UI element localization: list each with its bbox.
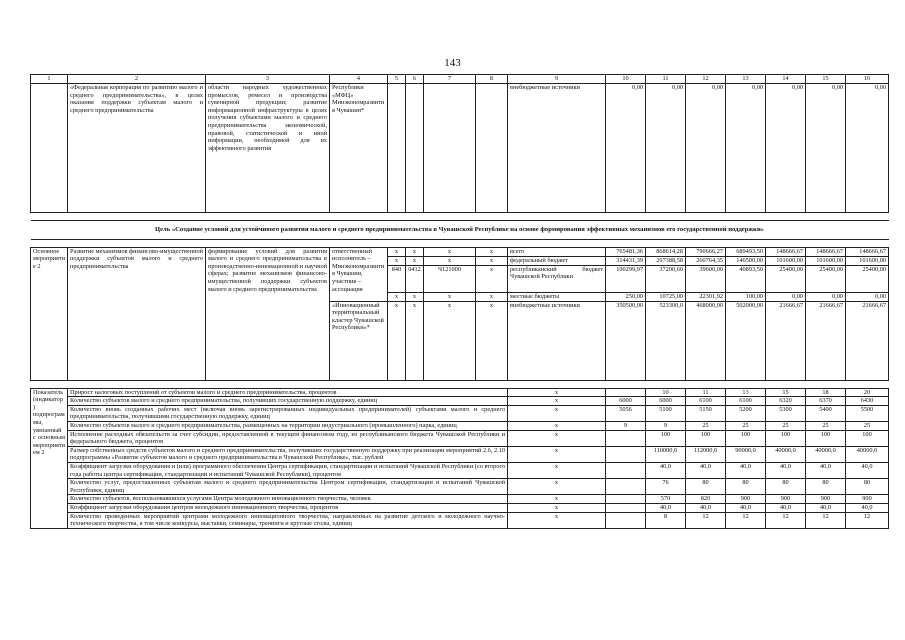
indicator-name: Количество вновь созданных рабочих мест (включая вновь зарегистрированных индивидуальных предпринимателей) субъектами малого и среднего предпринимательства, получившими государственную поддержку, единиц <box>68 405 508 421</box>
value-cell: 25 <box>846 421 889 430</box>
value-cell: 790666,27 <box>686 247 726 256</box>
indicator-row <box>31 446 889 462</box>
indicator-row <box>31 397 889 406</box>
indicator-row <box>31 421 889 430</box>
code-cell: x <box>508 462 606 478</box>
value-cell: 5200 <box>726 405 766 421</box>
value-cell: 820 <box>686 495 726 504</box>
value-cell: 6100 <box>726 397 766 406</box>
code-cell: 840 <box>388 265 406 292</box>
code-cell: x <box>508 495 606 504</box>
column-number: 11 <box>646 75 686 84</box>
value-cell: 40,0 <box>806 503 846 512</box>
funding-source: всего <box>508 247 606 256</box>
column-number: 14 <box>766 75 806 84</box>
column-number: 8 <box>476 75 508 84</box>
indicator-name: Количество субъектов, воспользовавшихся услугами Центра молодежного инновационного творчества, человек <box>68 495 508 504</box>
value-cell: 13 <box>726 388 766 397</box>
cell <box>388 84 406 213</box>
header-row <box>31 75 889 84</box>
value-cell: 40,0 <box>846 503 889 512</box>
cell <box>31 239 889 247</box>
goal-row <box>31 221 889 240</box>
value-cell: 21666,67 <box>806 301 846 380</box>
value-cell: 148666,67 <box>766 247 806 256</box>
value-cell: 40,0 <box>726 462 766 478</box>
value-cell: 5100 <box>646 405 686 421</box>
column-number: 13 <box>726 75 766 84</box>
indicator-row <box>31 462 889 478</box>
value-cell: 765481,36 <box>606 247 646 256</box>
value-cell: 0,00 <box>766 84 806 213</box>
goal-title: Цель «Создание условий для устойчивого развития малого и среднего предпринимательства в Чувашской Республике на основе формирования эффективных механизмов его государственной поддержки» <box>31 221 889 240</box>
value-cell: 297388,58 <box>646 256 686 265</box>
value-cell: 148666,67 <box>846 247 889 256</box>
cell <box>31 213 889 221</box>
value-cell: 20 <box>846 388 889 397</box>
value-cell: 0,00 <box>846 292 889 301</box>
column-number: 4 <box>330 75 388 84</box>
value-cell: 5056 <box>606 405 646 421</box>
code-cell: x <box>508 397 606 406</box>
responsible: Республики «МФЦ» Минэкономразвития Чувашии* <box>330 84 388 213</box>
value-cell: 900 <box>806 495 846 504</box>
value-cell: 10 <box>646 388 686 397</box>
column-number: 12 <box>686 75 726 84</box>
participant: «Инновационный территориальный кластер Чувашской Республики»* <box>330 301 388 380</box>
value-cell: 40,0 <box>846 462 889 478</box>
value-cell: 100 <box>686 430 726 446</box>
value-cell: 21666,67 <box>766 301 806 380</box>
responsible: ответственный исполнитель – Минэкономразвития Чувашии, участник – ассоциация <box>330 247 388 301</box>
indicator-name: Количество проведенных мероприятий центрами молодежного инновационного творчества, направленных на развитие детского и молодежного научно-технического творчества, в том числе конкурсы, выставки, семинары, тренинги и круглые столы, единиц <box>68 512 508 528</box>
cell <box>476 84 508 213</box>
funding-source: внебюджетные источники <box>508 84 606 213</box>
indicator-row <box>31 512 889 528</box>
value-cell: 6430 <box>846 397 889 406</box>
value-cell: 0,00 <box>806 84 846 213</box>
value-cell: 868614,28 <box>646 247 686 256</box>
value-cell: 0,00 <box>846 84 889 213</box>
value-cell: 40,0 <box>646 503 686 512</box>
value-cell <box>606 495 646 504</box>
value-cell: 100299,97 <box>606 265 646 292</box>
indicator-row <box>31 388 889 397</box>
column-number: 10 <box>606 75 646 84</box>
code-cell: Ч121000 <box>424 265 476 292</box>
code-cell: x <box>508 503 606 512</box>
value-cell: 12 <box>846 512 889 528</box>
value-cell: 40000,0 <box>766 446 806 462</box>
value-cell: 25 <box>686 421 726 430</box>
cell <box>31 84 68 213</box>
value-cell: 80 <box>846 479 889 495</box>
value-cell: 110000,0 <box>646 446 686 462</box>
value-cell: 40,0 <box>686 503 726 512</box>
value-cell: 523300,0 <box>646 301 686 380</box>
value-cell: 80 <box>726 479 766 495</box>
code-cell: x <box>508 446 606 462</box>
value-cell: 40,0 <box>646 462 686 478</box>
value-cell <box>606 479 646 495</box>
indicator-name: Количество субъектов малого и среднего предпринимательства, размещенных на территории индустриального (промышленного) парка, единиц <box>68 421 508 430</box>
value-cell: 40,0 <box>686 462 726 478</box>
value-cell <box>606 462 646 478</box>
code-cell: x <box>424 292 476 301</box>
indicator-name: Коэффициент загрузки оборудования и (или) программного обеспечения Центра сертификации, стандартизации и испытаний Чувашской Республики (со второго года работы центра сертификации, стандартизации и испытаний Чувашской Республики), процентов <box>68 462 508 478</box>
value-cell: 6100 <box>686 397 726 406</box>
code-cell: x <box>476 301 508 380</box>
value-cell <box>606 388 646 397</box>
cell <box>31 380 889 388</box>
value-cell: 6320 <box>766 397 806 406</box>
value-cell: 101600,00 <box>846 256 889 265</box>
table-row <box>31 84 889 213</box>
indicator-row <box>31 495 889 504</box>
value-cell: 12 <box>686 512 726 528</box>
event-name: «Федеральная корпорация по развитию малого и среднего предпринимательства», в целях оказания поддержки субъектам малого и среднего предпринимательства <box>68 84 206 213</box>
value-cell: 250,00 <box>606 292 646 301</box>
program-table <box>30 74 889 529</box>
value-cell: 260764,35 <box>686 256 726 265</box>
value-cell: 502000,00 <box>726 301 766 380</box>
value-cell: 468000,00 <box>686 301 726 380</box>
cell <box>406 84 424 213</box>
value-cell: 100 <box>726 430 766 446</box>
value-cell: 40,0 <box>806 462 846 478</box>
value-cell: 350500,00 <box>606 301 646 380</box>
cell <box>424 84 476 213</box>
value-cell: 25400,00 <box>806 265 846 292</box>
indicator-group: Показатель (индикатор) подпрограммы, увязанный с основным мероприятием 2 <box>31 388 68 528</box>
code-cell: x <box>424 301 476 380</box>
event-number: Основное мероприятие 2 <box>31 247 68 380</box>
value-cell: 40,0 <box>726 503 766 512</box>
value-cell: 40000,0 <box>846 446 889 462</box>
indicator-row <box>31 430 889 446</box>
value-cell: 8 <box>646 512 686 528</box>
value-cell: 101600,00 <box>766 256 806 265</box>
code-cell: 0412 <box>406 265 424 292</box>
value-cell: 25 <box>806 421 846 430</box>
indicator-row <box>31 479 889 495</box>
value-cell: 112000,0 <box>686 446 726 462</box>
event-description: формирование условий для развития малого и среднего предпринимательства в производственно-инновационной и научной сферах; развитие механизмов финансово-имущественной поддержки субъектов малого и среднего предпринимательства <box>206 247 330 380</box>
code-cell: x <box>406 247 424 256</box>
value-cell: 12 <box>806 512 846 528</box>
code-cell: x <box>508 479 606 495</box>
value-cell: 6000 <box>646 397 686 406</box>
value-cell: 6000 <box>606 397 646 406</box>
value-cell: 40,0 <box>766 503 806 512</box>
value-cell: 0,00 <box>686 84 726 213</box>
value-cell: 90000,0 <box>726 446 766 462</box>
code-cell: x <box>508 430 606 446</box>
code-cell: x <box>508 388 606 397</box>
indicator-row <box>31 405 889 421</box>
value-cell: 40893,50 <box>726 265 766 292</box>
value-cell: 0,00 <box>806 292 846 301</box>
value-cell: 689493,50 <box>726 247 766 256</box>
page-number: 143 <box>444 57 461 69</box>
value-cell: 40000,0 <box>806 446 846 462</box>
column-number: 2 <box>68 75 206 84</box>
value-cell: 100,00 <box>726 292 766 301</box>
value-cell: 148666,67 <box>806 247 846 256</box>
value-cell: 570 <box>646 495 686 504</box>
value-cell: 25 <box>766 421 806 430</box>
indicator-row <box>31 503 889 512</box>
value-cell: 100 <box>646 430 686 446</box>
value-cell <box>606 446 646 462</box>
funding-source: федеральный бюджет <box>508 256 606 265</box>
value-cell <box>606 503 646 512</box>
code-cell: x <box>508 421 606 430</box>
code-cell: x <box>406 256 424 265</box>
column-number: 15 <box>806 75 846 84</box>
value-cell: 146500,00 <box>726 256 766 265</box>
value-cell <box>606 512 646 528</box>
column-number: 6 <box>406 75 424 84</box>
value-cell: 5300 <box>766 405 806 421</box>
event-name: Развитие механизмов финансово-имущественной поддержки субъектов малого и среднего предпринимательства <box>68 247 206 380</box>
value-cell: 12 <box>726 512 766 528</box>
value-cell: 39600,00 <box>686 265 726 292</box>
value-cell: 10725,00 <box>646 292 686 301</box>
spacer-row <box>31 239 889 247</box>
value-cell: 15 <box>766 388 806 397</box>
code-cell: x <box>388 247 406 256</box>
column-number: 9 <box>508 75 606 84</box>
value-cell: 9 <box>646 421 686 430</box>
indicator-name: Размер собственных средств субъектов малого и среднего предпринимательства, получивших государственную поддержку при реализации мероприятий 2.6, 2.10 подпрограммы «Развитие субъектов малого и среднего предпринимательства в Чувашской Республике», тыс. рублей <box>68 446 508 462</box>
value-cell: 12 <box>766 512 806 528</box>
value-cell: 21666,67 <box>846 301 889 380</box>
value-cell: 900 <box>726 495 766 504</box>
code-cell: x <box>406 301 424 380</box>
funding-source: республиканский бюджет Чувашской Республики <box>508 265 606 292</box>
column-number: 3 <box>206 75 330 84</box>
funding-source: внебюджетные источники <box>508 301 606 380</box>
value-cell: 101600,00 <box>806 256 846 265</box>
value-cell: 25 <box>726 421 766 430</box>
code-cell: x <box>388 256 406 265</box>
code-cell: x <box>476 265 508 292</box>
code-cell: x <box>476 292 508 301</box>
code-cell: x <box>388 292 406 301</box>
value-cell: 900 <box>846 495 889 504</box>
value-cell: 0,00 <box>606 84 646 213</box>
value-cell <box>606 430 646 446</box>
code-cell: x <box>406 292 424 301</box>
value-cell: 900 <box>766 495 806 504</box>
code-cell: x <box>476 247 508 256</box>
code-cell: x <box>508 405 606 421</box>
spacer-row <box>31 380 889 388</box>
value-cell: 22301,92 <box>686 292 726 301</box>
indicator-name: Количество субъектов малого и среднего предпринимательства, получивших государственную поддержку, единиц <box>68 397 508 406</box>
indicator-name: Коэффициент загрузки оборудования центров молодежного инновационного творчества, процентов <box>68 503 508 512</box>
value-cell: 314431,39 <box>606 256 646 265</box>
table-row <box>31 247 889 256</box>
value-cell: 40,0 <box>766 462 806 478</box>
code-cell: x <box>508 512 606 528</box>
value-cell: 5400 <box>806 405 846 421</box>
code-cell: x <box>424 256 476 265</box>
value-cell: 100 <box>766 430 806 446</box>
spacer-row <box>31 213 889 221</box>
value-cell: 9 <box>606 421 646 430</box>
value-cell: 37200,60 <box>646 265 686 292</box>
value-cell: 0,00 <box>726 84 766 213</box>
code-cell: x <box>424 247 476 256</box>
value-cell: 76 <box>646 479 686 495</box>
value-cell: 80 <box>686 479 726 495</box>
value-cell: 0,00 <box>766 292 806 301</box>
value-cell: 25400,00 <box>766 265 806 292</box>
value-cell: 25400,00 <box>846 265 889 292</box>
value-cell: 80 <box>766 479 806 495</box>
indicator-name: Исполнение расходных обязательств за счет субсидии, предоставленной в текущем финансовом году, из республиканского бюджета Чувашской Республики и федерального бюджета, процентов <box>68 430 508 446</box>
column-number: 5 <box>388 75 406 84</box>
value-cell: 0,00 <box>646 84 686 213</box>
funding-source: местные бюджеты <box>508 292 606 301</box>
value-cell: 5500 <box>846 405 889 421</box>
column-number: 16 <box>846 75 889 84</box>
indicator-name: Прирост налоговых поступлений от субъектов малого и среднего предпринимательства, процентов <box>68 388 508 397</box>
indicator-name: Количество услуг, предоставленных субъектам малого и среднего предпринимательства Центром сертификации, стандартизации и испытаний Чувашской Республики, единиц <box>68 479 508 495</box>
value-cell: 18 <box>806 388 846 397</box>
value-cell: 6370 <box>806 397 846 406</box>
event-description: области народных художественных промыслов, ремесел и производства сувенирной продукции; развитие информационной инфраструктуры в целях получения субъектами малого и среднего предпринимательства экономической, правовой, статистической и иной информации, необходимой для их эффективного развития <box>206 84 330 213</box>
value-cell: 11 <box>686 388 726 397</box>
value-cell: 100 <box>806 430 846 446</box>
code-cell: x <box>476 256 508 265</box>
value-cell: 5150 <box>686 405 726 421</box>
code-cell: x <box>388 301 406 380</box>
value-cell: 80 <box>806 479 846 495</box>
column-number: 7 <box>424 75 476 84</box>
value-cell: 100 <box>846 430 889 446</box>
column-number: 1 <box>31 75 68 84</box>
